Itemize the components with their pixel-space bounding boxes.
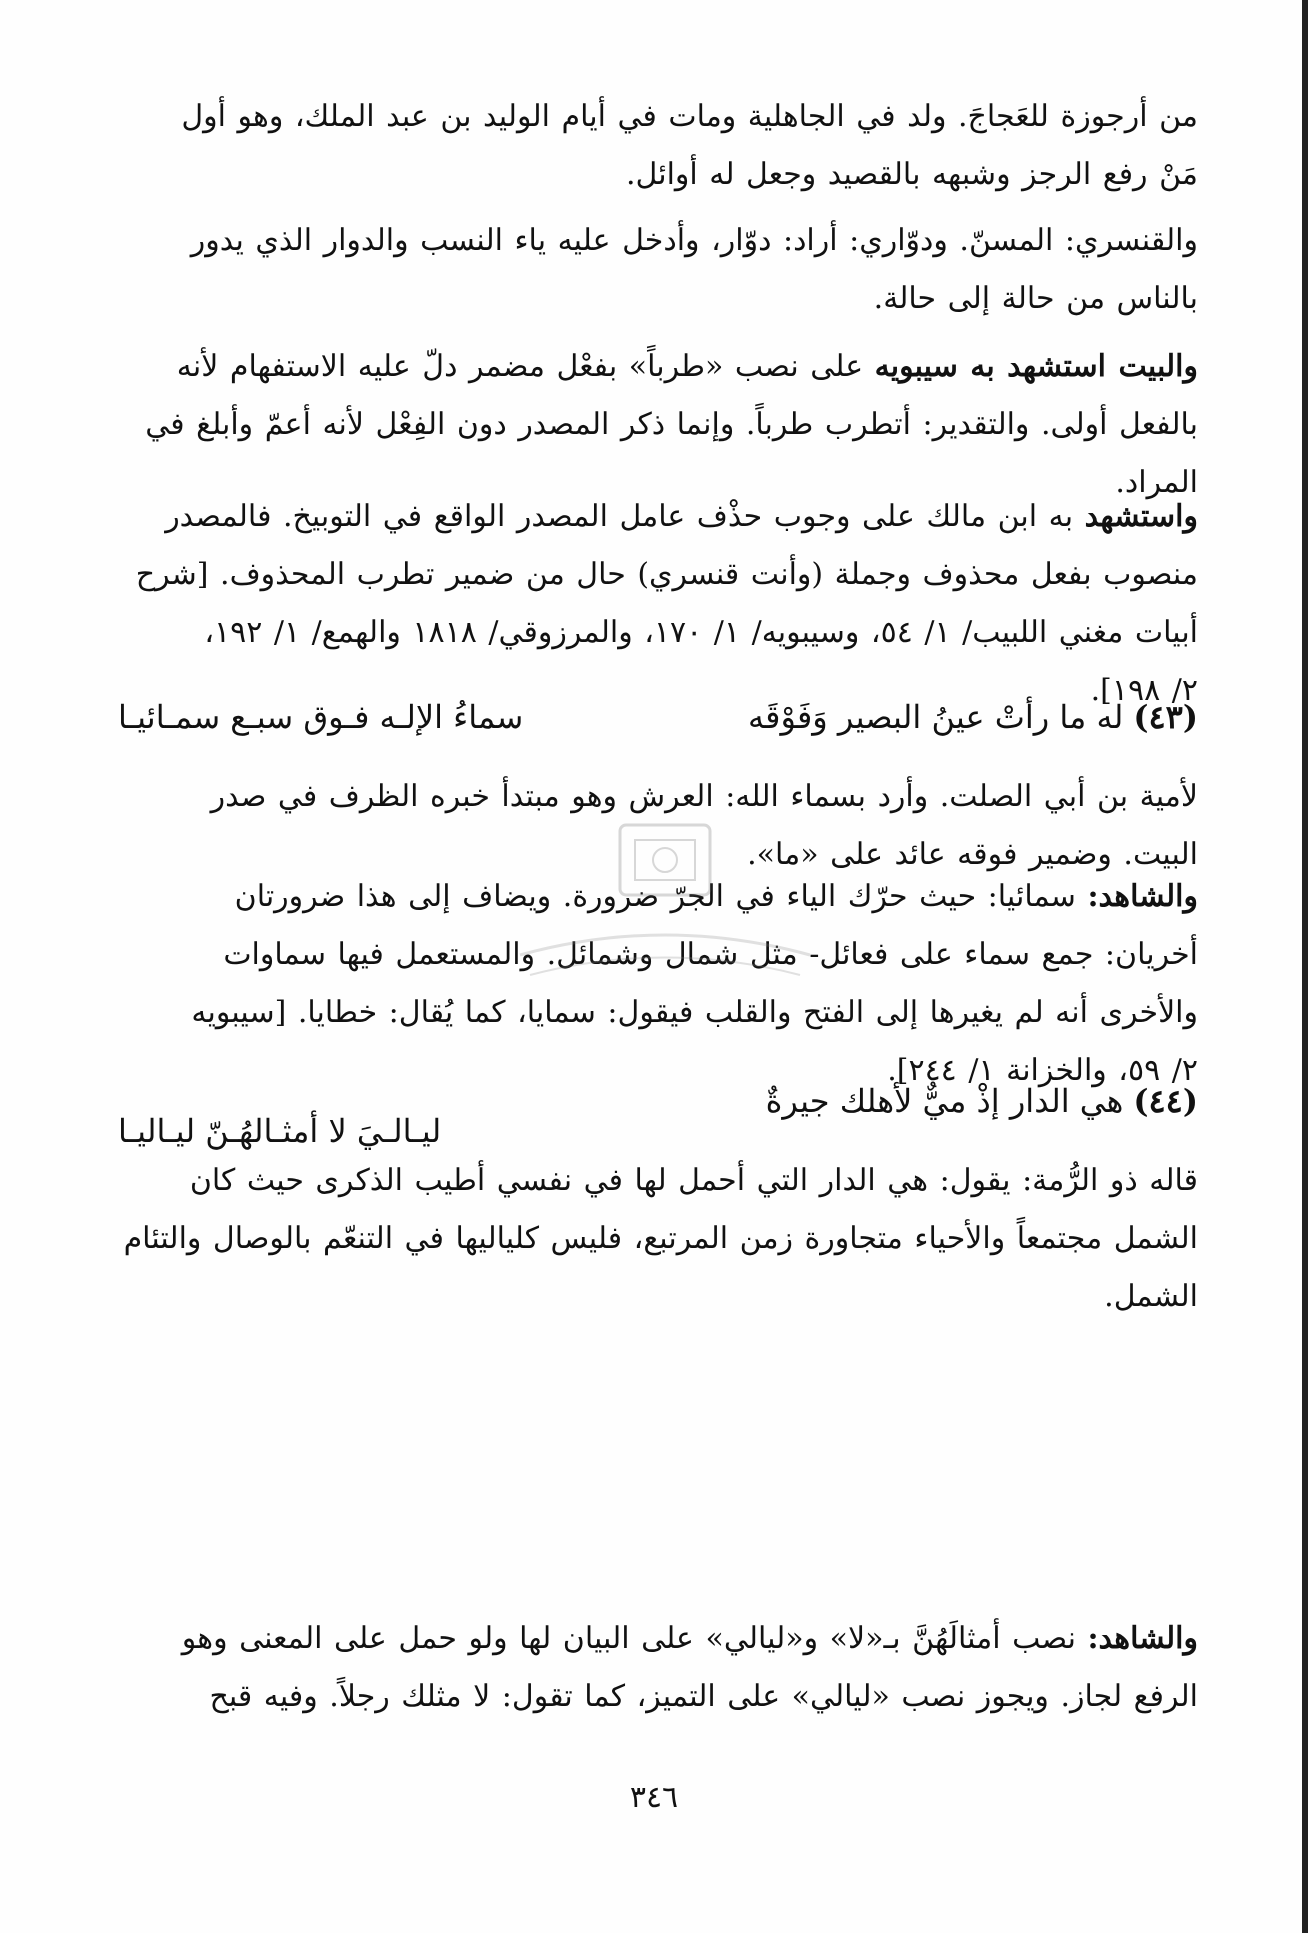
paragraph-line: الرفع لجاز. ويجوز نصب «ليالي» على التميز، كما تقول: لا مثلك رجلاً. وفيه قبح <box>209 1679 1198 1714</box>
paragraph-line: لأمية بن أبي الصلت. وأرد بسماء الله: العرش وهو مبتدأ خبره الظرف في صدر <box>210 779 1198 814</box>
paragraph-line: قاله ذو الرُّمة: يقول: هي الدار التي أحمل لها في نفسي أطيب الذكرى حيث كان <box>189 1163 1198 1198</box>
scan-edge <box>1302 0 1308 1933</box>
paragraph-lead: والشاهد: <box>1087 1621 1198 1656</box>
paragraph-7 <box>118 1152 1198 1326</box>
paragraph-line-lead <box>118 338 1198 396</box>
paragraph-line: من أرجوزة للعَجاجَ. ولد في الجاهلية ومات في أيام الوليد بن عبد الملك، وهو أول <box>181 99 1198 134</box>
paragraph-line-rest: على نصب «طرباً» بفعْل مضمر دلّ عليه الاستفهام لأنه <box>176 349 864 384</box>
verse-first-hemistich: له ما رأتْ عينُ البصير وَفَوْقَه <box>748 698 1124 736</box>
paragraph-line: الشمل. <box>1104 1279 1198 1314</box>
paragraph-line-lead <box>118 1610 1198 1668</box>
verse-second-hemistich: ليـالـيَ لا أمثـالهُـنّ ليـاليـا <box>118 1112 442 1150</box>
paragraph-line: منصوب بفعل محذوف وجملة (وأنت قنسري) حال من ضمير تطرب المحذوف. [شرح <box>135 557 1198 592</box>
verse-first-hemistich: هي الدار إذْ ميٌّ لأهلك جيرةٌ <box>765 1082 1124 1120</box>
verse-number: (٤٤) <box>1133 1082 1198 1120</box>
paragraph-line: البيت. وضمير فوقه عائد على «ما». <box>747 837 1198 872</box>
paragraph-6 <box>118 868 1198 1100</box>
paragraph-line: والأخرى أنه لم يغيرها إلى الفتح والقلب فيقول: سمايا، كما يُقال: خطايا. [سيبويه <box>191 995 1198 1030</box>
paragraph-lead: والبيت استشهد به سيبويه <box>874 349 1198 384</box>
paragraph-1 <box>118 88 1198 204</box>
verse-second-hemistich: سماءُ الإلـه فـوق سبـع سمـائيـا <box>118 698 524 736</box>
paragraph-line: بالناس من حالة إلى حالة. <box>873 281 1198 316</box>
paragraph-lead: والشاهد: <box>1087 879 1198 914</box>
paragraph-3 <box>118 338 1198 512</box>
paragraph-line: مَنْ رفع الرجز وشبهه بالقصيد وجعل له أوائل. <box>625 157 1198 192</box>
paragraph-line: الشمل مجتمعاً والأحياء متجاورة زمن المرتبع، فليس كلياليها في التنعّم بالوصال والتئام <box>123 1221 1198 1256</box>
paragraph-line-rest: سمائيا: حيث حرّك الياء في الجرّ ضرورة. ويضاف إلى هذا ضرورتان <box>234 879 1076 914</box>
paragraph-5 <box>118 768 1198 884</box>
verse-43 <box>118 688 1198 746</box>
verse-number: (٤٣) <box>1133 698 1198 736</box>
paragraph-2 <box>118 212 1198 328</box>
paragraph-line: المراد. <box>1115 465 1198 500</box>
paragraph-line: أبيات مغني اللبيب/ ١/ ٥٤، وسيبويه/ ١/ ١٧٠، والمرزوقي/ ١٨١٨ والهمع/ ١/ ١٩٢، <box>204 615 1198 650</box>
paragraph-line: والقنسري: المسنّ. ودوّاري: أراد: دوّار، وأدخل عليه ياء النسب والدوار الذي يدور <box>190 223 1198 258</box>
verse-44 <box>118 1072 1198 1160</box>
page-number: ٣٤٦ <box>629 1780 679 1815</box>
paragraph-8 <box>118 1610 1198 1726</box>
paragraph-line: أخريان: جمع سماء على فعائل- مثل شمال وشمائل. والمستعمل فيها سماوات <box>223 937 1198 972</box>
paragraph-lead: واستشهد <box>1084 499 1198 534</box>
paragraph-line-rest: به ابن مالك على وجوب حذْف عامل المصدر الواقع في التوبيخ. فالمصدر <box>165 499 1074 534</box>
paragraph-line-rest: نصب أمثالَهُنَّ بـ«لا» و«ليالي» على البيان لها ولو حمل على المعنى وهو <box>181 1621 1076 1656</box>
paragraph-line-lead <box>118 488 1198 546</box>
paragraph-line-lead <box>118 868 1198 926</box>
paragraph-4 <box>118 488 1198 720</box>
paragraph-line: ٢/ ١٩٨]. <box>1090 673 1198 708</box>
paragraph-line: بالفعل أولى. والتقدير: أتطرب طرباً. وإنما ذكر المصدر دون الفِعْل لأنه أعمّ وأبلغ في <box>145 407 1198 442</box>
paragraph-line: ٢/ ٥٩، والخزانة ١/ ٢٤٤]. <box>887 1053 1198 1088</box>
